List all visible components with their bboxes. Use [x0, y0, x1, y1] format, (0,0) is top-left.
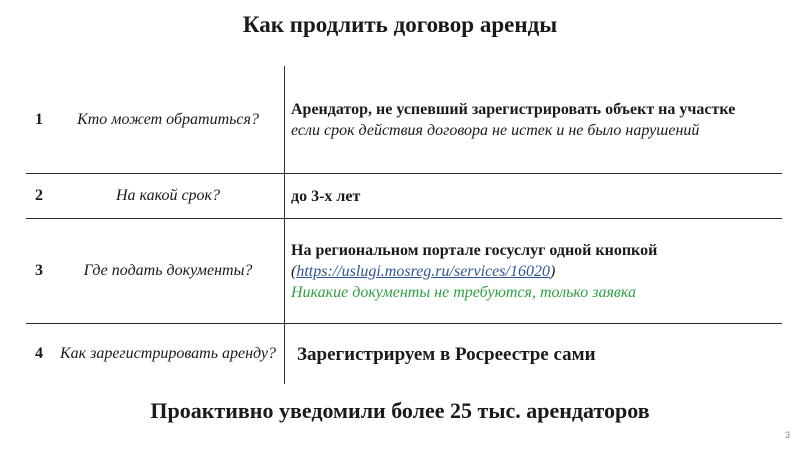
table-row — [26, 219, 782, 324]
row-answer — [284, 174, 782, 218]
table-row — [26, 324, 782, 384]
row-question: На какой срок? — [115, 187, 221, 204]
row-answer — [284, 219, 782, 323]
paren-open: ( — [291, 262, 297, 280]
paren-close: ) — [549, 262, 556, 280]
row-number: 1 — [35, 110, 43, 128]
answer-bold: до 3-х лет — [291, 187, 361, 205]
answer-bold: Арендатор, не успевший зарегистрировать объект на участке — [291, 100, 736, 118]
row-question: Где подать документы? — [83, 262, 253, 279]
answer-bold: На региональном портале госуслуг одной кнопкой — [291, 241, 658, 259]
answer-bold: Зарегистрируем в Росреестре сами — [297, 343, 596, 365]
table-row — [26, 174, 782, 219]
row-number: 4 — [35, 345, 43, 362]
row-question: Как зарегистрировать аренду? — [59, 345, 277, 362]
row-answer — [284, 324, 782, 384]
answer-link-line — [291, 261, 782, 282]
answer-italic: если срок действия договора не истек и не было нарушений — [291, 121, 700, 139]
answer-green-note: Никакие документы не требуются, только заявка — [291, 283, 636, 301]
row-number: 2 — [35, 187, 43, 204]
services-link[interactable]: https://uslugi.mosreg.ru/services/16020 — [296, 262, 550, 280]
page-title: Как продлить договор аренды — [242, 12, 558, 37]
row-number: 3 — [35, 262, 43, 279]
table-row — [26, 66, 782, 174]
page-number: 3 — [784, 430, 790, 440]
info-table — [26, 66, 782, 384]
footer-statement: Проактивно уведомили более 25 тыс. арендаторов — [150, 398, 650, 423]
row-answer — [284, 66, 782, 173]
row-question: Кто может обратиться? — [77, 110, 259, 128]
